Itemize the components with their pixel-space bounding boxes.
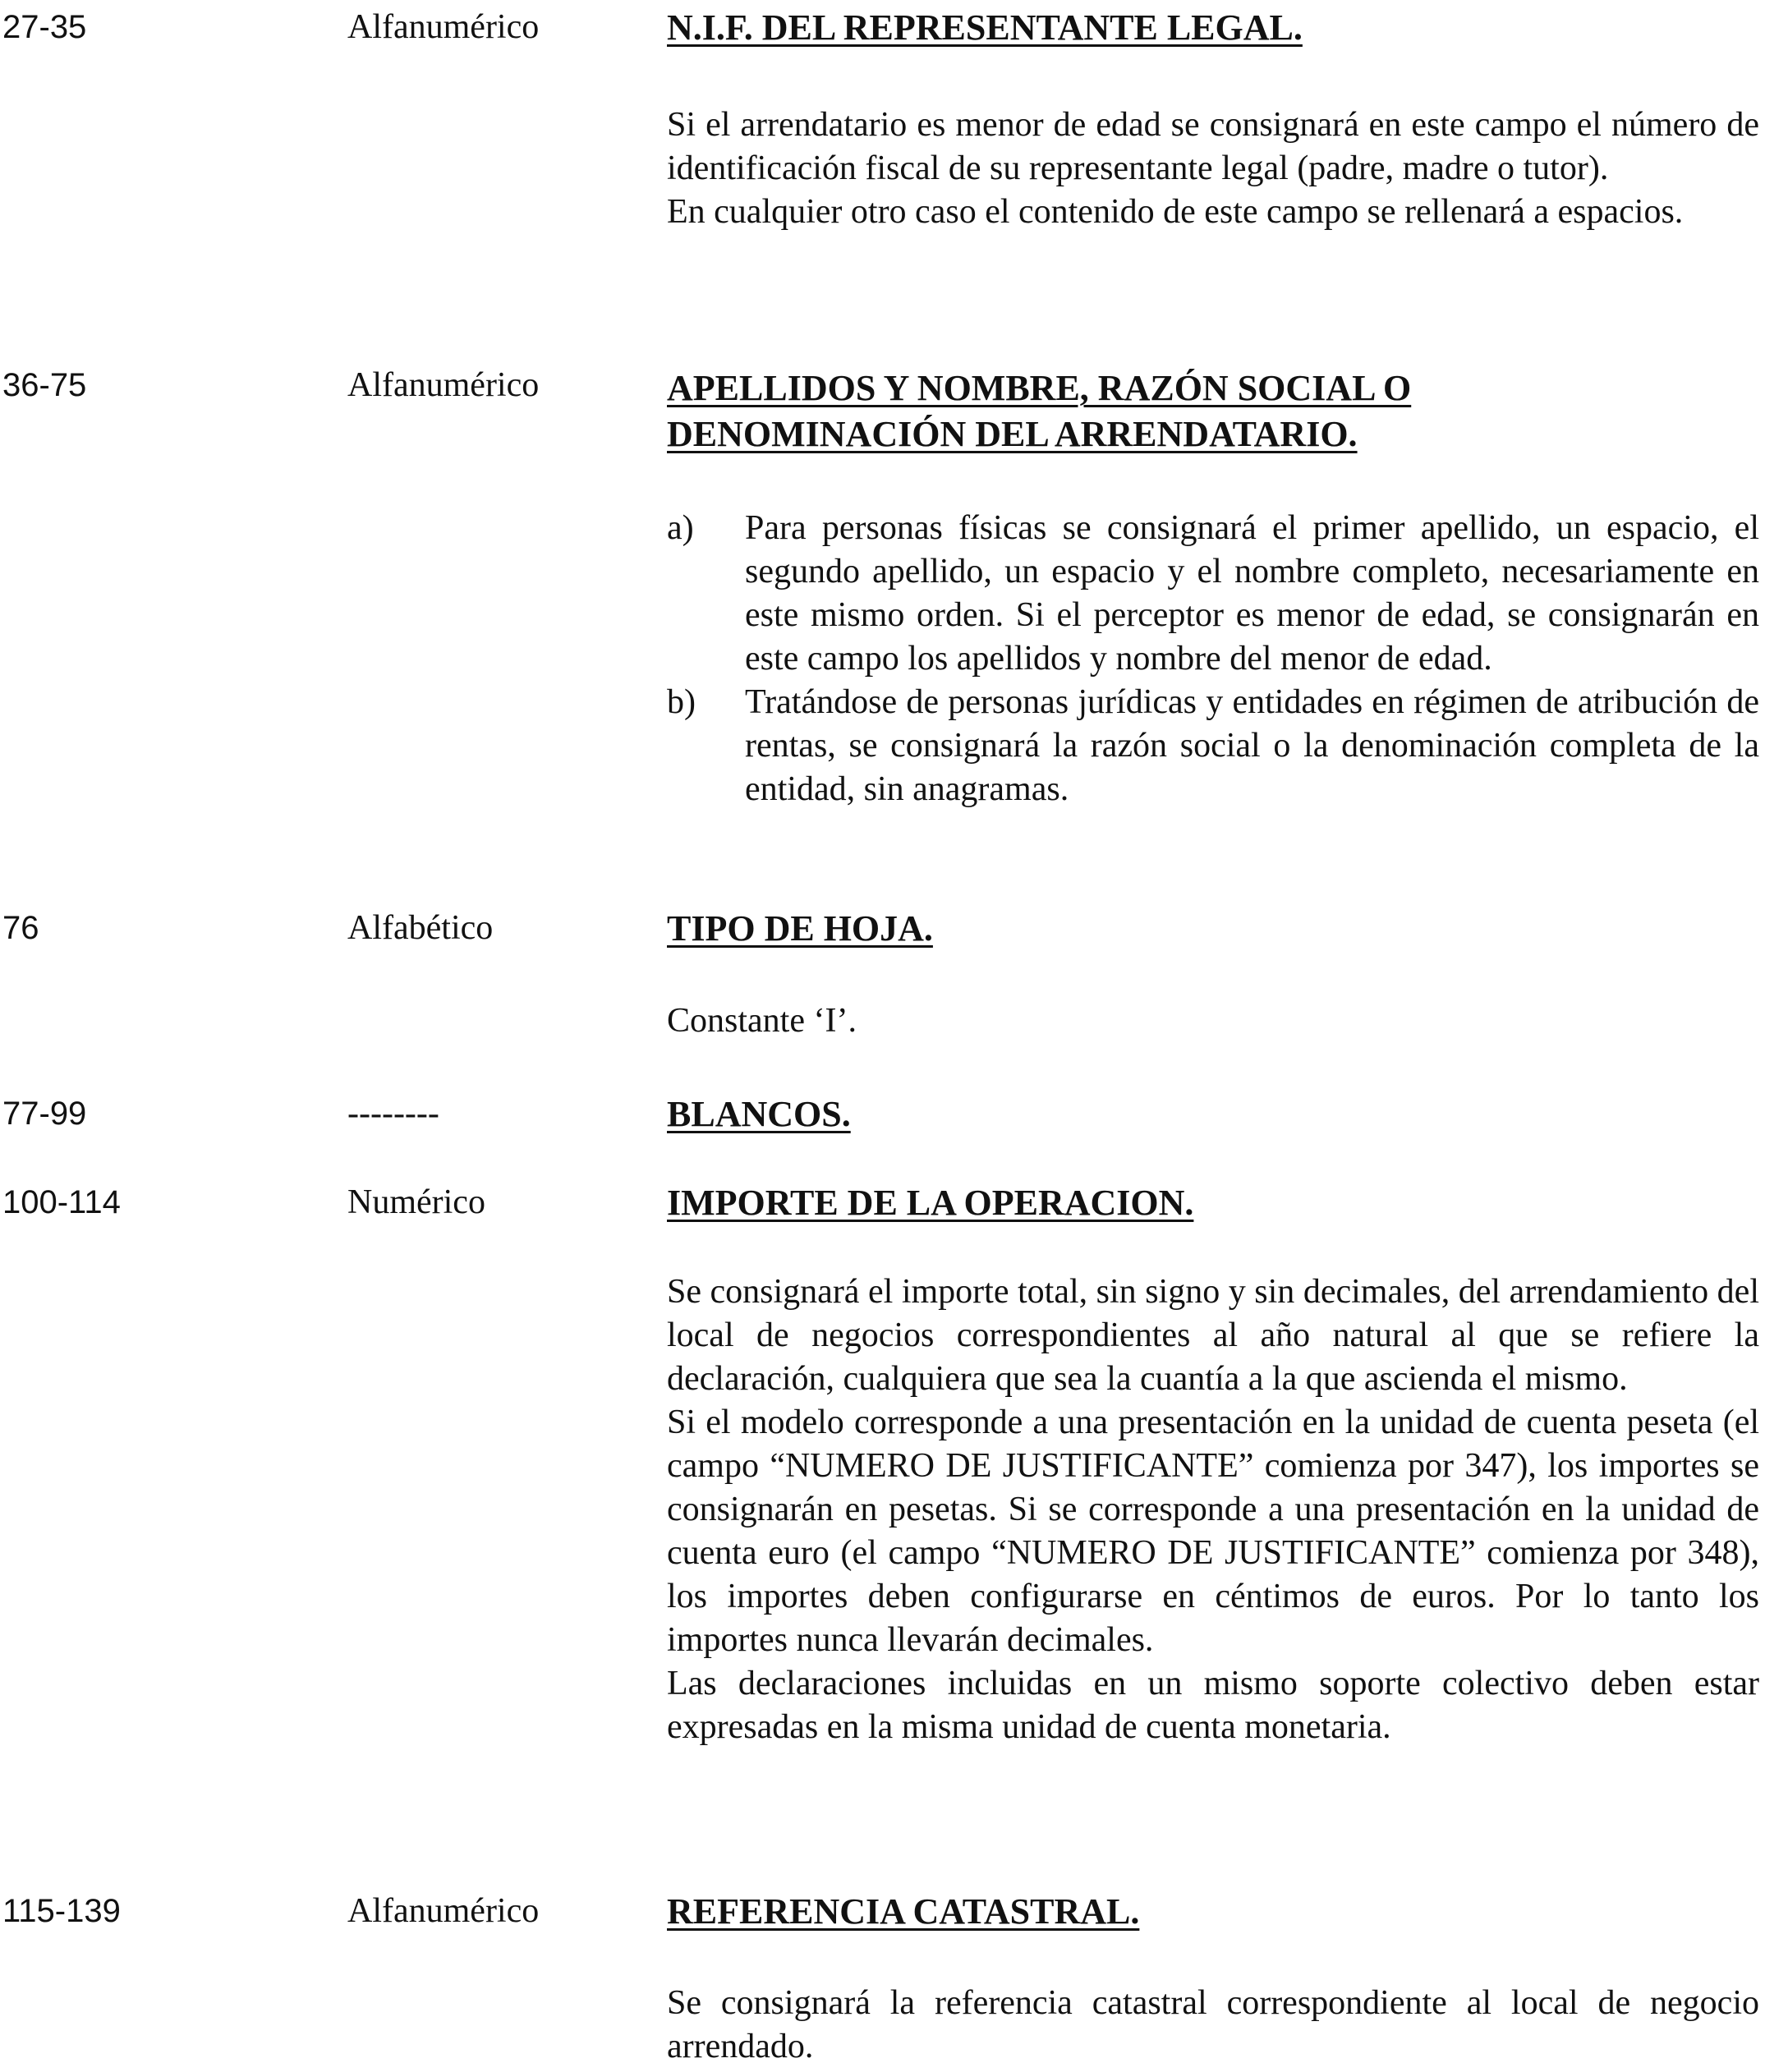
- field-type: Alfanumérico: [347, 8, 540, 46]
- field-title: N.I.F. DEL REPRESENTANTE LEGAL.: [667, 7, 1303, 48]
- field-position: 27-35: [2, 9, 87, 45]
- field-title: TIPO DE HOJA.: [667, 908, 933, 949]
- description-paragraph: Se consignará el importe total, sin signo y sin decimales, del arrendamiento del local de negocios correspondientes al año natural al que se refiere la declaración, cualquiera que sea la cuantía a la que ascienda el mismo.: [667, 1273, 1759, 1398]
- field-title: BLANCOS.: [667, 1094, 851, 1134]
- list-item-text: Para personas físicas se consignará el primer apellido, un espacio, el segundo apellido, un espacio y el nombre completo, necesariamente en este mismo orden. Si el perceptor es menor de edad, se consignarán en este campo los apellidos y nombre del menor de edad.: [745, 509, 1759, 678]
- list-item-text: Tratándose de personas jurídicas y entidades en régimen de atribución de rentas, se consignará la razón social o la denominación completa de la entidad, sin anagramas.: [745, 683, 1759, 808]
- field-description-list: [667, 507, 1759, 811]
- description-paragraph: Si el arrendatario es menor de edad se consignará en este campo el número de identificación fiscal de su representante legal (padre, madre o tutor).: [667, 106, 1759, 187]
- description-paragraph: Constante ‘I’.: [667, 1002, 857, 1040]
- description-paragraph: Se consignará la referencia catastral correspondiente al local de negocio arrendado.: [667, 1984, 1759, 2065]
- field-description: [667, 1270, 1759, 1749]
- field-type: Alfanumérico: [347, 366, 540, 404]
- field-position: 76: [2, 910, 39, 946]
- field-description: [667, 1982, 1759, 2069]
- field-type: --------: [347, 1095, 439, 1132]
- list-marker: a): [667, 509, 694, 547]
- description-paragraph: Las declaraciones incluidas en un mismo soporte colectivo deben estar expresadas en la misma unidad de cuenta monetaria.: [667, 1665, 1759, 1746]
- list-item: [667, 681, 1759, 811]
- field-type: Alfanumérico: [347, 1892, 540, 1930]
- field-type: Numérico: [347, 1183, 485, 1221]
- field-title: IMPORTE DE LA OPERACION.: [667, 1183, 1194, 1223]
- field-type: Alfabético: [347, 909, 494, 947]
- field-description: [667, 999, 1759, 1043]
- field-position: 115-139: [2, 1893, 121, 1929]
- field-title: APELLIDOS Y NOMBRE, RAZÓN SOCIAL O DENOMINACIÓN DEL ARRENDATARIO.: [667, 368, 1412, 454]
- field-title: REFERENCIA CATASTRAL.: [667, 1891, 1140, 1932]
- field-description: [667, 103, 1759, 234]
- description-paragraph: Si el modelo corresponde a una presentación en la unidad de cuenta peseta (el campo “NUMERO DE JUSTIFICANTE” comienza por 347), los importes se consignarán en pesetas. Si se corresponde a una presentación en la unidad de cuenta euro (el campo “NUMERO DE JUSTIFICANTE” comienza por 348), los importes deben configurarse en céntimos de euros. Por lo tanto los importes nunca llevarán decimales.: [667, 1404, 1759, 1659]
- description-paragraph: En cualquier otro caso el contenido de este campo se rellenará a espacios.: [667, 193, 1684, 231]
- field-position: 100-114: [2, 1184, 121, 1220]
- field-position: 36-75: [2, 367, 87, 403]
- field-position: 77-99: [2, 1096, 87, 1132]
- list-item: [667, 507, 1759, 681]
- list-marker: b): [667, 683, 696, 721]
